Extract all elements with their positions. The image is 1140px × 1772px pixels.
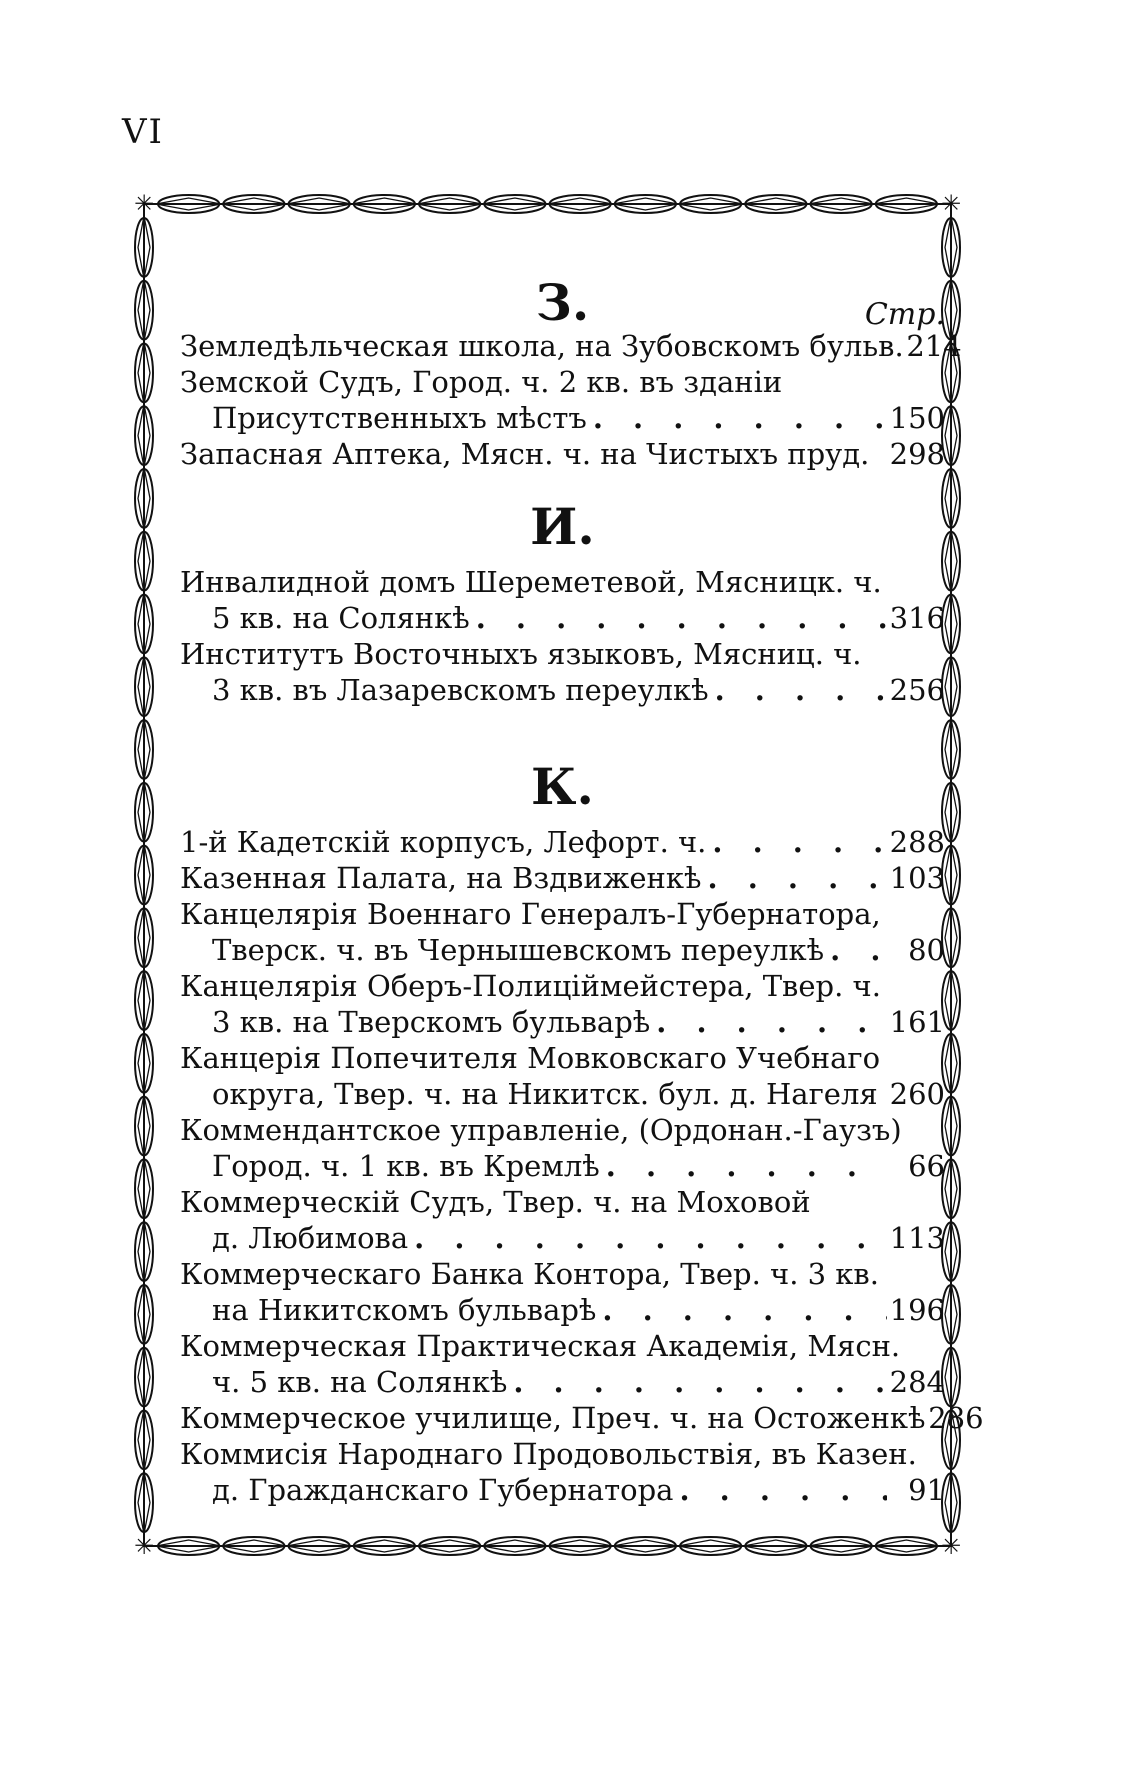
entry-page: 113 (889, 1221, 945, 1255)
page-number: VI (122, 112, 164, 152)
entry-page: 298 (889, 437, 945, 471)
leader-dots (596, 1292, 887, 1328)
index-entry (180, 1256, 945, 1328)
entry-page: 214 (906, 329, 962, 363)
entry-page: 196 (889, 1293, 945, 1327)
leader-dots (650, 1004, 887, 1040)
entry-text: Канцелярія Оберъ-Полицiймейстера, Твер. ч. (180, 969, 881, 1003)
index-entry (180, 636, 945, 708)
entry-text: Присутственныхъ мѣстъ (212, 401, 587, 435)
entry-page: 66 (908, 1149, 945, 1183)
index-entry (180, 364, 945, 436)
entry-text: Инвалидной домъ Шереметевой, Мясницк. ч. (180, 565, 882, 599)
entry-page: 161 (889, 1005, 945, 1039)
entry-text: Коммерческій Судъ, Твер. ч. на Моховой (180, 1185, 811, 1219)
entry-text: Коммерческая Практическая Академія, Мясн. (180, 1329, 901, 1363)
entry-text: д. Любимова (212, 1221, 409, 1255)
svg-text:✳: ✳ (133, 1532, 155, 1560)
index-entry (180, 564, 945, 636)
svg-text:✳: ✳ (133, 190, 155, 218)
entry-text: Тверск. ч. въ Чернышевскомъ переулкѣ (212, 933, 825, 967)
entry-text: д. Гражданскаго Губернатора (212, 1473, 674, 1507)
index-entry (180, 1040, 945, 1112)
entry-page: 316 (889, 601, 945, 635)
index-entry (180, 328, 962, 364)
entry-text: Канцелярія Военнаго Генералъ-Губернатора, (180, 897, 881, 931)
leader-dots (824, 932, 887, 968)
entry-page: 103 (889, 861, 945, 895)
section-z-entries (180, 328, 962, 472)
leader-dots (587, 400, 887, 436)
leader-dots (600, 1148, 887, 1184)
entry-text: Казенная Палата, на Вздвиженкѣ (180, 861, 702, 895)
index-entry (180, 824, 945, 860)
entry-page: 91 (908, 1473, 945, 1507)
section-k-entries (180, 824, 984, 1508)
entry-page: 288 (889, 825, 945, 859)
entry-text: Канцерія Попечителя Мовковскаго Учебнаго (180, 1041, 881, 1075)
entry-text: Коммендантское управленіе, (Ордонан.-Гаузъ) (180, 1113, 902, 1147)
entry-text: Коммерческое училище, Преч. ч. на Остоженкѣ (180, 1401, 926, 1435)
leader-dots (673, 1472, 887, 1508)
entry-text: Земской Судъ, Город. ч. 2 кв. въ зданіи (180, 365, 783, 399)
entry-page: 150 (889, 401, 945, 435)
entry-page: 286 (928, 1401, 984, 1435)
entry-page: 260 (889, 1077, 945, 1111)
section-i-entries (180, 564, 945, 708)
index-content (180, 250, 984, 1508)
entry-text: на Никитскомъ бульварѣ (212, 1293, 597, 1327)
index-entry (180, 1328, 945, 1400)
entry-page: 256 (889, 673, 945, 707)
svg-text:✳: ✳ (940, 1532, 962, 1560)
leader-dots (507, 1364, 887, 1400)
entry-text: ч. 5 кв. на Солянкѣ (212, 1365, 508, 1399)
leader-dots (706, 824, 887, 860)
entry-page: 80 (908, 933, 945, 967)
entry-text: Земледѣльческая школа, на Зубовскомъ бульв. (180, 329, 904, 363)
index-entry (180, 968, 945, 1040)
index-entry (180, 1400, 984, 1436)
index-entry (180, 1436, 945, 1508)
index-entry (180, 1112, 945, 1184)
index-entry (180, 896, 945, 968)
entry-text: Институтъ Восточныхъ языковъ, Мясниц. ч. (180, 637, 862, 671)
entry-text: 5 кв. на Солянкѣ (212, 601, 470, 635)
svg-text:✳: ✳ (940, 190, 962, 218)
leader-dots (702, 860, 888, 896)
entry-text: Запасная Аптека, Мясн. ч. на Чистыхъ пруд. (180, 437, 870, 471)
page-column-label: Стр. (864, 297, 945, 332)
leader-dots (408, 1220, 887, 1256)
entry-text: Коммерческаго Банка Контора, Твер. ч. 3 кв. (180, 1257, 879, 1291)
section-letter-k: К. (531, 757, 594, 816)
leader-dots (709, 672, 887, 708)
leader-dots (470, 600, 887, 636)
entry-text: округа, Твер. ч. на Никитск. бул. д. Нагеля (212, 1077, 878, 1111)
entry-text: 3 кв. въ Лазаревскомъ переулкѣ (212, 673, 709, 707)
entry-text: Город. ч. 1 кв. въ Кремлѣ (212, 1149, 600, 1183)
entry-text: 3 кв. на Тверскомъ бульварѣ (212, 1005, 651, 1039)
entry-text: 1-й Кадетскій корпусъ, Лефорт. ч. (180, 825, 707, 859)
index-entry (180, 436, 945, 472)
entry-text: Коммисія Народнаго Продовольствія, въ Казен. (180, 1437, 917, 1471)
index-entry (180, 860, 945, 896)
index-entry (180, 1184, 945, 1256)
section-letter-i: И. (530, 497, 595, 556)
entry-page: 284 (889, 1365, 945, 1399)
section-letter-z: З. Стр. (535, 273, 945, 332)
